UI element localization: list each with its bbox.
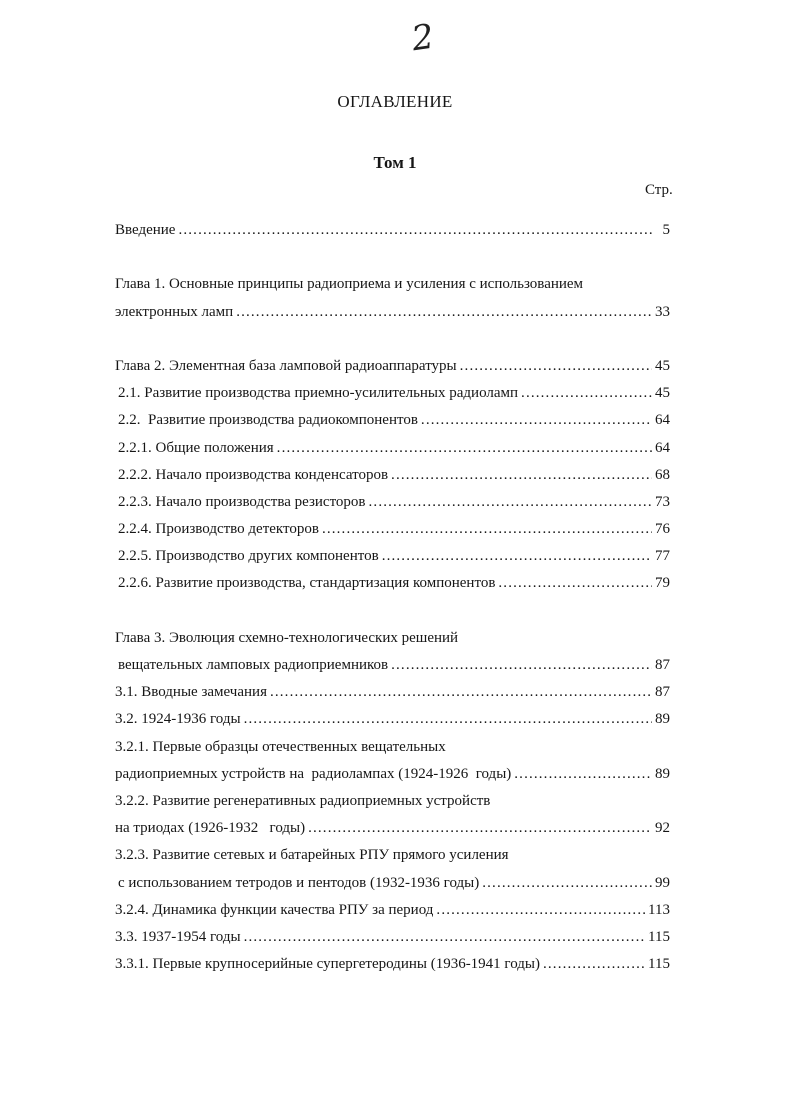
entry-title-cont: с использованием тетродов и пентодов (1932-1936 годы) [118,874,480,891]
entry-page: 5 [662,222,670,238]
entry-title: 2.2. Развитие производства радиокомпонентов [118,412,418,429]
entry-page: 73 [655,493,670,510]
dot-leader [382,543,652,570]
toc-entry [115,924,670,951]
toc-entry [115,951,670,978]
entry-page: 64 [655,439,670,456]
toc-entry-cont [115,761,670,788]
dot-leader [369,489,652,516]
dot-leader [308,815,652,842]
volume-heading: Том 1 [373,153,417,172]
entry-page: 77 [655,548,670,565]
entry-page: 89 [655,765,670,782]
entry-page: 68 [655,466,670,483]
entry-title-cont: на триодах (1926-1932 годы) [115,820,306,837]
entry-title: Введение [115,222,176,238]
toc-entry [115,462,670,489]
entry-title: 2.2.5. Производство других компонентов [118,548,379,565]
entry-title-cont: электронных ламп [115,303,234,320]
entry-title: 3.2.1. Первые образцы отечественных вещательных [115,738,446,755]
entry-title: 3.2.2. Развитие регенеративных радиоприемных устройств [115,792,491,809]
dot-leader [236,299,652,326]
dot-leader [521,380,652,407]
dot-leader [277,435,652,462]
page-title: ОГЛАВЛЕНИЕ [337,92,453,111]
entry-page: 92 [655,820,670,837]
entry-title: 3.2. 1924-1936 годы [115,711,241,728]
dot-leader [421,407,652,434]
entry-title: 3.2.3. Развитие сетевых и батарейных РПУ прямого усиления [115,847,509,864]
toc-entry-chapter-3-cont [115,652,670,679]
entry-title: 3.3. 1937-1954 годы [115,928,241,945]
dot-leader [391,462,652,489]
entry-title: Глава 1. Основные принципы радиоприема и усиления с использованием [115,276,584,293]
entry-page: 45 [655,357,670,374]
toc-entry [115,380,670,407]
entry-title-cont: радиоприемных устройств на радиолампах (1924-1926 годы) [115,765,512,782]
entry-page: 76 [655,521,670,538]
toc-entry [115,734,670,761]
toc-entry-chapter-3 [115,625,670,652]
dot-leader [391,652,652,679]
toc-entry-chapter-2 [115,353,670,380]
entry-page: 87 [655,684,670,701]
toc-entry [115,679,670,706]
dot-leader [244,924,645,951]
entry-title: 3.3.1. Первые крупносерийные супергетеродины (1936-1941 годы) [115,956,540,973]
entry-title: 3.1. Вводные замечания [115,684,267,701]
toc-entry [115,516,670,543]
entry-page: 99 [655,874,670,891]
entry-title: 2.2.1. Общие положения [118,439,274,456]
entry-page: 115 [648,928,670,945]
toc-entry [115,489,670,516]
entry-page: 79 [655,575,670,592]
entry-title: Глава 3. Эволюция схемно-технологических решений [115,629,459,646]
entry-page: 33 [655,303,670,320]
dot-leader [178,217,653,244]
toc-entry [115,842,670,869]
entry-page: 89 [655,711,670,728]
dot-leader [460,353,652,380]
toc-entry [115,435,670,462]
toc-entry-cont [115,815,670,842]
toc-entry [115,897,670,924]
entry-page: 113 [648,901,670,918]
entry-title: 2.2.6. Развитие производства, стандартизация компонентов [118,575,496,592]
handwritten-page-number: 2 [409,16,437,60]
table-of-contents [115,217,670,978]
dot-leader [436,897,645,924]
entry-page: 64 [655,412,670,429]
toc-entry [115,407,670,434]
dot-leader [270,679,652,706]
page-column-label: Стр. [645,182,673,198]
dot-leader [244,706,652,733]
dot-leader [514,761,652,788]
toc-entry-chapter-1 [115,271,670,298]
toc-entry [115,543,670,570]
toc-entry-chapter-1-cont [115,299,670,326]
toc-entry-introduction [115,217,670,244]
entry-title: 2.2.3. Начало производства резисторов [118,493,366,510]
dot-leader [498,570,652,597]
dot-leader [322,516,652,543]
toc-entry [115,788,670,815]
entry-title: 2.2.2. Начало производства конденсаторов [118,466,389,483]
entry-title: 2.2.4. Производство детекторов [118,521,319,538]
entry-title: 2.1. Развитие производства приемно-усилительных радиоламп [118,385,519,402]
entry-page: 87 [655,657,670,673]
entry-title: Глава 2. Элементная база ламповой радиоаппаратуры [115,357,457,374]
toc-entry [115,570,670,597]
entry-title: 3.2.4. Динамика функции качества РПУ за период [115,901,434,918]
dot-leader [543,951,645,978]
entry-title-cont: вещательных ламповых радиоприемников [118,657,389,673]
dot-leader [482,870,652,897]
toc-entry [115,706,670,733]
toc-entry-cont [115,870,670,897]
entry-page: 45 [655,385,670,402]
entry-page: 115 [648,956,670,973]
